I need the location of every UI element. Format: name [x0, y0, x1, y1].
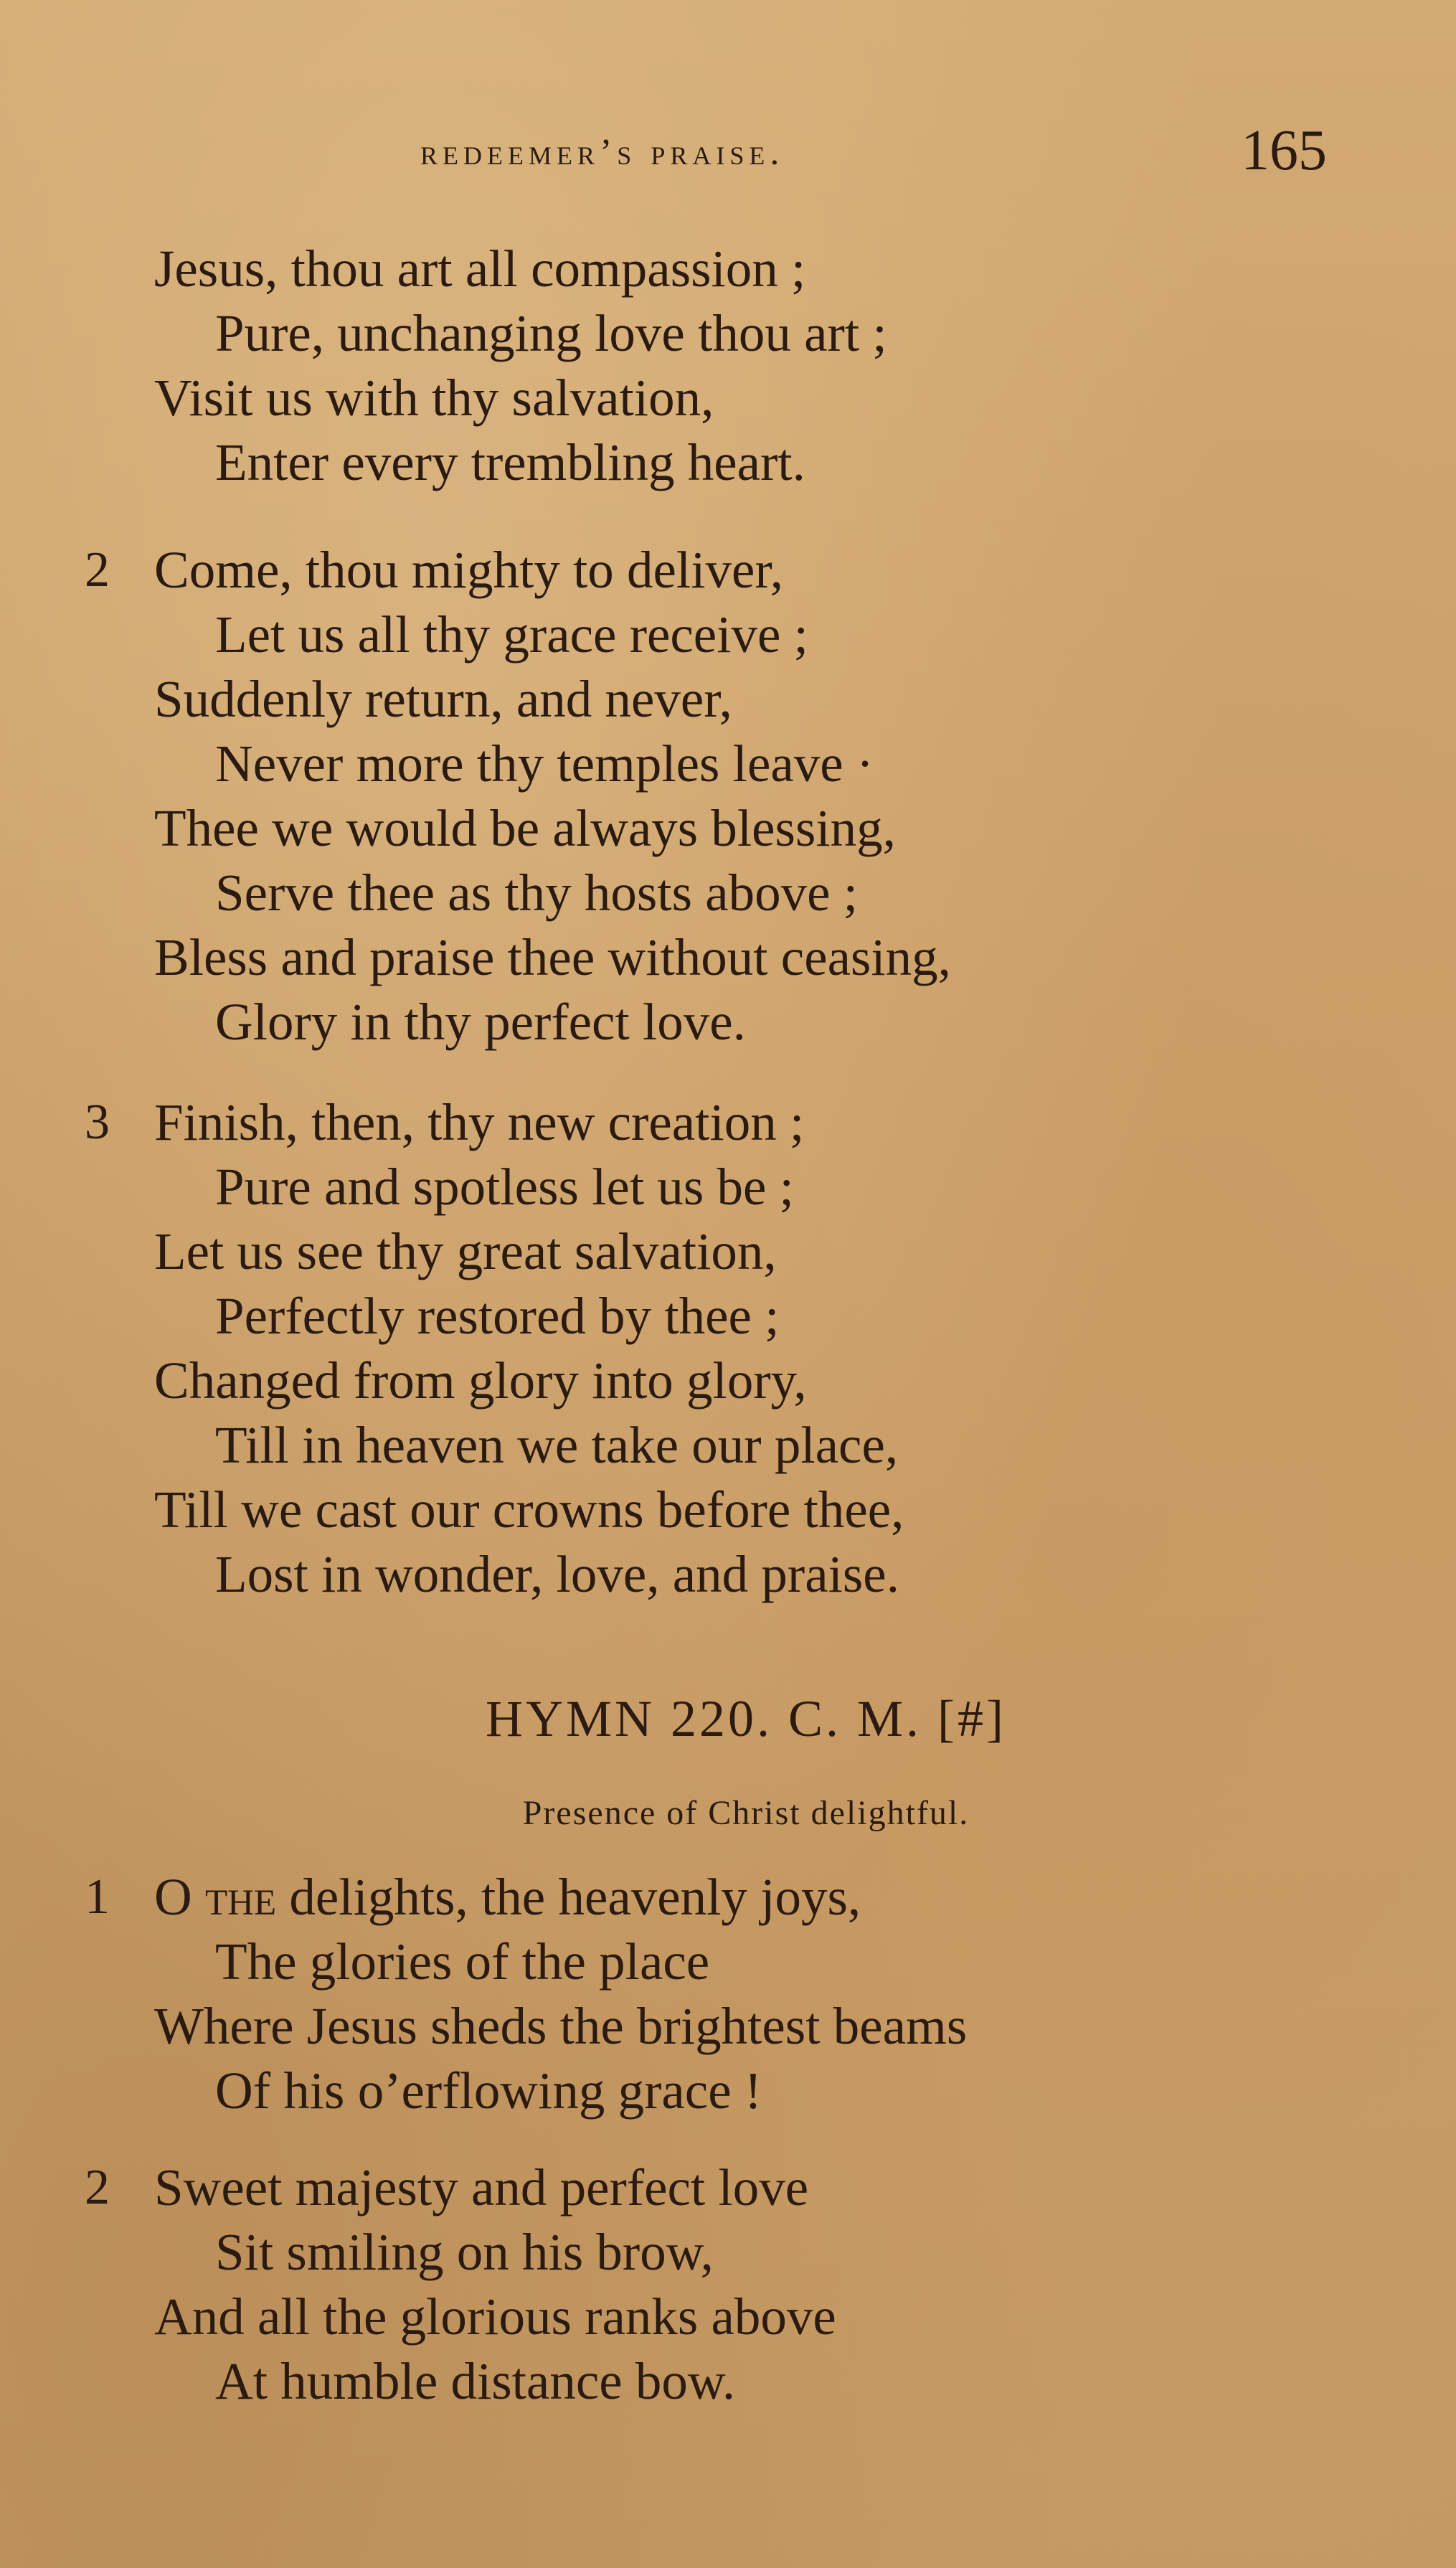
verse-text: Sit smiling on his brow, [215, 2223, 714, 2281]
verse-text: The glories of the place [215, 1932, 710, 1991]
verse-text: At humble distance bow. [215, 2352, 736, 2410]
verse-text: Lost in wonder, love, and praise. [215, 1545, 899, 1603]
verse-line [0, 603, 1456, 667]
page-number: 165 [1241, 119, 1327, 182]
verse-line [0, 796, 1456, 861]
verse-line [0, 1155, 1456, 1219]
verse-text: Thee we would be always blessing, [154, 799, 896, 857]
verse-text: Let us all thy grace receive ; [215, 605, 808, 664]
stanza-number: 2 [85, 542, 110, 598]
verse-line [0, 2349, 1456, 2414]
verse-text: Where Jesus sheds the brightest beams [154, 1997, 968, 2055]
verse-line [0, 667, 1456, 732]
verse-line [0, 1219, 1456, 1284]
stanza-number: 1 [85, 1869, 110, 1925]
verse-line [0, 430, 1456, 495]
verse-text: Jesus, thou art all compassion ; [154, 240, 806, 298]
verse-line [0, 237, 1456, 301]
verse-text: Glory in thy perfect love. [215, 993, 746, 1051]
verse-line [0, 2059, 1456, 2123]
verse-text: Visit us with thy salvation, [154, 369, 714, 427]
verse-line [0, 366, 1456, 430]
running-title: redeemer’s praise. [420, 132, 785, 173]
verse-line [0, 2156, 1456, 2220]
verse-line [0, 1413, 1456, 1478]
verse-line [0, 538, 1456, 603]
first-line-rest: delights, the heavenly joys, [276, 1868, 861, 1926]
verse-line [0, 1542, 1456, 1607]
verse-line [0, 1090, 1456, 1155]
verse-line [0, 732, 1456, 796]
verse-text: Enter every trembling heart. [215, 433, 805, 491]
verse-text: Let us see thy great salvation, [154, 1222, 777, 1280]
verse-line [0, 2220, 1456, 2285]
verse-text: Changed from glory into glory, [154, 1351, 807, 1410]
verse-line [0, 1349, 1456, 1413]
stanza-2 [0, 538, 1456, 1054]
verse-text: Pure and spotless let us be ; [215, 1158, 794, 1216]
verse-line [0, 1284, 1456, 1349]
opening-words: O the [154, 1868, 277, 1926]
verse-text: Of his o’erflowing grace ! [215, 2062, 762, 2120]
hymn-title: HYMN 220. C. M. [#] [485, 1690, 1006, 1747]
verse-text: Pure, unchanging love thou art ; [215, 304, 887, 362]
verse-text: Finish, then, thy new creation ; [154, 1093, 805, 1151]
verse-text: And all the glorious ranks above [154, 2288, 836, 2346]
stanza-3 [0, 1090, 1456, 1607]
verse-line [0, 1865, 1456, 1930]
hymn-stanza-1 [0, 1865, 1456, 2123]
verse-line [0, 301, 1456, 366]
verse-line [0, 1930, 1456, 1994]
verse-line [0, 861, 1456, 925]
page-header [0, 118, 1456, 183]
verse-line [0, 990, 1456, 1054]
verse-text: Come, thou mighty to deliver, [154, 541, 784, 599]
stanza-continuation [0, 237, 1456, 495]
verse-text: Bless and praise thee without ceasing, [154, 928, 951, 986]
verse-line [0, 2285, 1456, 2349]
hymn-stanza-2 [0, 2156, 1456, 2414]
verse-text: Suddenly return, and never, [154, 670, 732, 728]
verse-line [0, 1994, 1456, 2059]
verse-text: Perfectly restored by thee ; [215, 1287, 780, 1345]
verse-text [154, 1865, 861, 1930]
hymn-subtitle: Presence of Christ delightful. [522, 1794, 970, 1832]
verse-line [0, 925, 1456, 990]
verse-line [0, 1478, 1456, 1542]
verse-text: Till in heaven we take our place, [215, 1416, 899, 1474]
verse-text: Never more thy temples leave · [215, 735, 874, 793]
stanza-number: 2 [85, 2160, 110, 2215]
verse-text: Till we cast our crowns before thee, [154, 1481, 904, 1539]
verse-text: Serve thee as thy hosts above ; [215, 864, 859, 922]
verse-text: Sweet majesty and perfect love [154, 2158, 809, 2217]
stanza-number: 3 [85, 1095, 110, 1150]
